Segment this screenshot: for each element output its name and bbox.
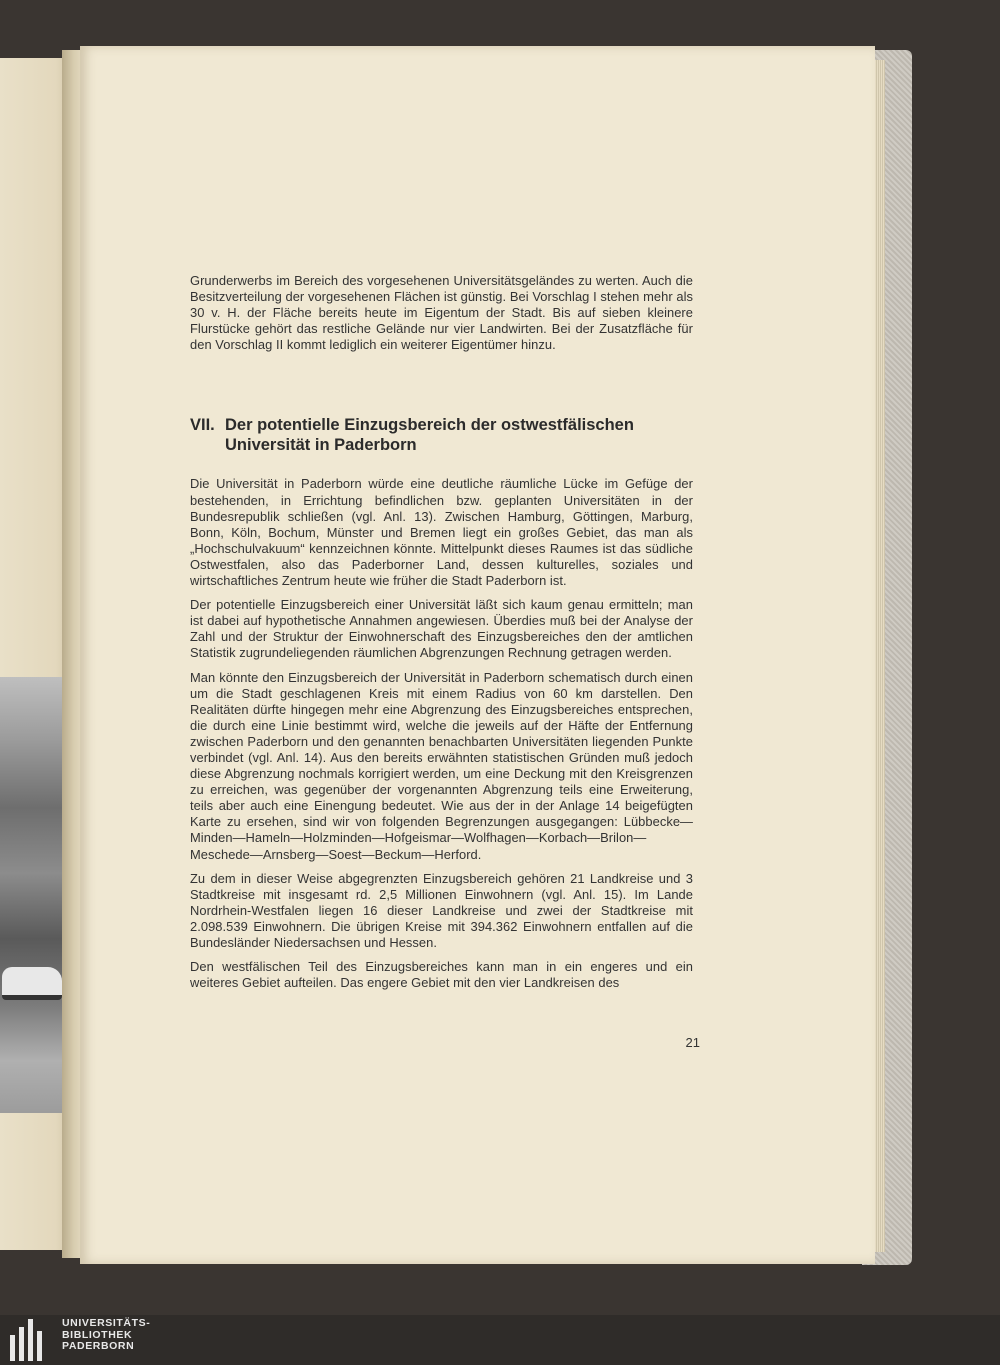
section-title: Der potentielle Einzugsbereich der ostwestfälischen Universität in Paderborn	[225, 416, 634, 455]
page-number: 21	[685, 1035, 700, 1050]
paragraph: Den westfälischen Teil des Einzugsbereiches kann man in ein engeres und ein weiteres Gebiet aufteilen. Das engere Gebiet mit den vier Landkreisen des	[190, 959, 693, 991]
section-heading	[190, 415, 693, 455]
library-name	[62, 1318, 150, 1353]
paragraph: Die Universität in Paderborn würde eine deutliche räumliche Lücke im Gefüge der bestehenden, in Errichtung befindlichen bzw. geplanten Universitäten in der Bundesrepublik schließen (vgl. Anl. 13). Zwischen Hamburg, Göttingen, Marburg, Bonn, Köln, Bochum, Münster und Bremen liegt ein großes Gebiet, das man als „Hochschulvakuum“ kennzeichnen könnte. Mittelpunkt dieses Raumes ist das südliche Ostwestfalen, also das Paderborner Land, dessen kulturelles, soziales und wirtschaftliches Zentrum heute wie früher die Stadt Paderborn ist.	[190, 476, 693, 589]
page-edge	[875, 60, 885, 1252]
library-name-line1: UNIVERSITÄTS-	[62, 1317, 151, 1329]
intro-paragraph: Grunderwerbs im Bereich des vorgesehenen Universitätsgeländes zu werten. Auch die Besitzverteilung der vorgesehenen Flächen ist günstig. Bei Vorschlag I stehen mehr als 30 v. H. der Fläche bereits heute im Eigentum der Stadt. Bis auf sieben kleinere Flurstücke gehört das restliche Gelände nur vier Landwirten. Bei der Zusatzfläche für den Vorschlag II kommt lediglich ein weiterer Eigentümer hinzu.	[190, 273, 693, 353]
left-page-photo	[0, 677, 66, 1113]
library-name-line3: PADERBORN	[62, 1340, 135, 1352]
paragraph: Man könnte den Einzugsbereich der Universität in Paderborn schematisch durch einen um die Stadt geschlagenen Kreis mit einem Radius von 60 km darstellen. Den Realitäten dürfte hingegen mehr eine Abgrenzung des Einzugsbereiches entsprechen, die durch eine Linie bestimmt wird, welche die jeweils auf der Häfte der Entfernung zwischen Paderborn und den genannten benachbarten Universitäten liegenden Punkte verbindet (vgl. Anl. 14). Aus den bereits erwähnten statistischen Gründen muß jedoch diese Abgrenzung nochmals korrigiert werden, um eine Deckung mit den Kreisgrenzen zu erreichen, was gegenüber der vorgenannten Abgrenzung teils eine Erweiterung, teils aber auch eine Einengung bedeutet. Wie aus der in der Anlage 14 beigefügten Karte zu ersehen, sind wir von folgenden Begrenzungen ausgegangen: Lübbecke—Minden—Hameln—Holzminden—Hofgeismar—Wolfhagen—Korbach—Brilon—Meschede—Arnsberg—Soest—Beckum—Herford.	[190, 669, 693, 862]
car-in-photo	[2, 967, 62, 1000]
library-name-line2: BIBLIOTHEK	[62, 1328, 133, 1341]
section-number: VII.	[190, 416, 215, 435]
library-logo-icon	[10, 1319, 50, 1361]
paragraph: Zu dem in dieser Weise abgegrenzten Einzugsbereich gehören 21 Landkreise und 3 Stadtkreise mit insgesamt rd. 2,5 Millionen Einwohnern (vgl. Anl. 15). Im Lande Nordrhein-Westfalen liegen 16 dieser Landkreise und zwei der Stadtkreise mit 2.098.539 Einwohnern. Die übrigen Kreise mit 394.362 Einwohnern entfallen auf die Bundesländer Niedersachsen und Hessen.	[190, 870, 693, 950]
paragraph: Der potentielle Einzugsbereich einer Universität läßt sich kaum genau ermitteln; man ist dabei auf hypothetische Annahmen angewiesen. Überdies muß bei der Analyse der Zahl und der Struktur der Einwohnerschaft des Einzugsbereiches den der amtlichen Statistik zugrundeliegenden räumlichen Abgrenzungen Rechnung getragen werden.	[190, 597, 693, 661]
page-content	[190, 273, 693, 991]
